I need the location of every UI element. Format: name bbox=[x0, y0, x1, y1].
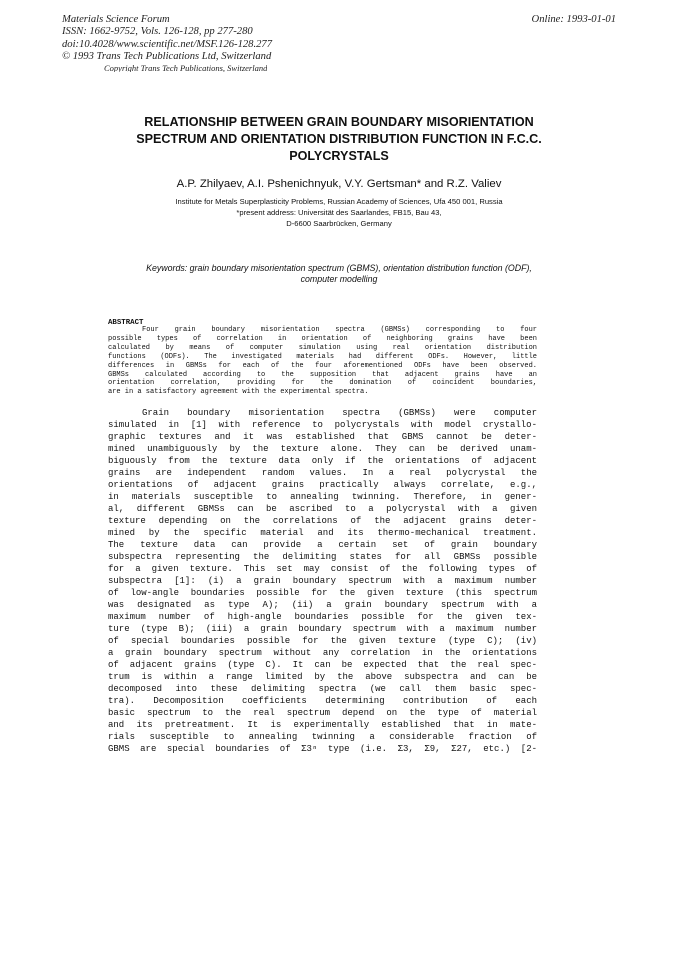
doi-line: doi:10.4028/www.scientific.net/MSF.126-128.277 bbox=[62, 38, 272, 50]
body-line: Grain boundary misorientation spectra (GBMSs) were computer bbox=[142, 408, 537, 418]
keywords-line: computer modelling bbox=[300, 274, 378, 284]
abstract-line: GBMSs calculated according to the supposition that adjacent grains have an bbox=[108, 370, 537, 379]
keywords bbox=[80, 263, 598, 285]
abstract-line: possible types of correlation in orientation of neighboring grains have been bbox=[108, 334, 537, 343]
publisher-line: © 1993 Trans Tech Publications Ltd, Switzerland bbox=[62, 50, 272, 62]
body-line: and its pretreatment. It is experimentally established that in mate- bbox=[108, 720, 537, 730]
abstract-heading: ABSTRACT bbox=[108, 319, 144, 327]
keywords-line: Keywords: grain boundary misorientation spectrum (GBMS), orientation distribution function (ODF), bbox=[146, 263, 532, 273]
abstract-line: orientation correlation, providing for the domination of coincident boundaries, bbox=[108, 379, 537, 388]
abstract-line: are in a satisfactory agreement with the experimental spectra. bbox=[108, 388, 369, 397]
body-text bbox=[108, 407, 537, 755]
abstract-line: calculated by means of computer simulation using real orientation distribution bbox=[108, 343, 537, 352]
body-line: was designated as type A); (ii) a grain boundary spectrum with a bbox=[108, 600, 537, 610]
title-line: POLYCRYSTALS bbox=[289, 149, 389, 163]
body-line: of special boundaries possible for the given texture (type C); (iv) bbox=[108, 636, 537, 646]
body-line: grains are independent random values. In a real polycrystal the bbox=[108, 468, 537, 478]
affiliation-line: D-6600 Saarbrücken, Germany bbox=[286, 219, 392, 228]
body-line: for a given texture. This set may consist of the following types of bbox=[108, 564, 537, 574]
body-line: rials susceptible to annealing twinning a considerable fraction of bbox=[108, 732, 537, 742]
affiliation-line: Institute for Metals Superplasticity Problems, Russian Academy of Sciences, Ufa 450 001, Russia bbox=[175, 197, 503, 206]
online-date: Online: 1993-01-01 bbox=[531, 14, 616, 25]
body-line: al, different GBMSs can be ascribed to a polycrystal with a given bbox=[108, 504, 537, 514]
paper-title bbox=[80, 114, 598, 165]
body-line: mined by the specific material and its thermo-mechanical treatment. bbox=[108, 528, 537, 538]
body-line: The texture data can provide a certain set of grain boundary bbox=[108, 540, 537, 550]
body-line: graphic textures and it was established that GBMS cannot be deter- bbox=[108, 432, 537, 442]
body-line: simulated in [1] with reference to polycrystals with model crystallo- bbox=[108, 420, 537, 430]
body-line: GBMS are special boundaries of Σ3ⁿ type (i.e. Σ3, Σ9, Σ27, etc.) [2- bbox=[108, 744, 537, 754]
publication-info bbox=[62, 14, 392, 63]
affiliation bbox=[80, 196, 598, 229]
affiliation-line: *present address: Universität des Saarlandes, FB15, Bau 43, bbox=[236, 208, 442, 217]
journal-name: Materials Science Forum bbox=[62, 14, 170, 25]
author-list: A.P. Zhilyaev, A.I. Pshenichnyuk, V.Y. Gertsman* and R.Z. Valiev bbox=[176, 178, 502, 190]
body-line: a grain boundary spectrum without any correlation in the orientations bbox=[108, 648, 537, 658]
body-line: in materials susceptible to annealing twinning. Therefore, in gener- bbox=[108, 492, 537, 502]
copyright-stamp: Copyright Trans Tech Publications, Switzerland bbox=[104, 63, 268, 72]
abstract-line: differences in GBMSs for each of the four aforementioned ODFs have been observed. bbox=[108, 361, 537, 370]
body-line: of low-angle boundaries possible for the given texture (this spectrum bbox=[108, 588, 537, 598]
body-line: trum is within a range limited by the above subspectra and can be bbox=[108, 672, 537, 682]
title-line: SPECTRUM AND ORIENTATION DISTRIBUTION FUNCTION IN F.C.C. bbox=[136, 132, 542, 146]
body-line: ture (type B); (iii) a grain boundary spectrum with a maximum number bbox=[108, 624, 537, 634]
body-line: orientations of adjacent grains practically always correlate, e.g., bbox=[108, 480, 537, 490]
body-line: decomposed into these delimiting spectra (we call them basic spec- bbox=[108, 684, 537, 694]
body-line: of adjacent grains (type C). It can be expected that the real spec- bbox=[108, 660, 537, 670]
body-line: subspectra representing the delimiting states for all GBMSs possible bbox=[108, 552, 537, 562]
body-line: biguously from the texture data only if the orientations of adjacent bbox=[108, 456, 537, 466]
body-line: texture depending on the correlations of the adjacent grains deter- bbox=[108, 516, 537, 526]
body-line: maximum number of high-angle boundaries possible for the given tex- bbox=[108, 612, 537, 622]
body-line: subspectra [1]: (i) a grain boundary spectrum with a maximum number bbox=[108, 576, 537, 586]
body-line: mined unambiguously by the texture alone. They can be derived unam- bbox=[108, 444, 537, 454]
abstract-text bbox=[108, 326, 537, 397]
abstract-line: functions (ODFs). The investigated materials had different ODFs. However, little bbox=[108, 352, 537, 361]
issn-line: ISSN: 1662-9752, Vols. 126-128, pp 277-280 bbox=[62, 26, 253, 38]
abstract-line: Four grain boundary misorientation spectra (GBMSs) corresponding to four bbox=[142, 326, 537, 334]
body-line: tra). Decomposition coefficients determining contribution of each bbox=[108, 696, 537, 706]
title-line: RELATIONSHIP BETWEEN GRAIN BOUNDARY MISORIENTATION bbox=[144, 115, 534, 129]
body-line: basic spectrum to the real spectrum depend on the type of material bbox=[108, 708, 537, 718]
